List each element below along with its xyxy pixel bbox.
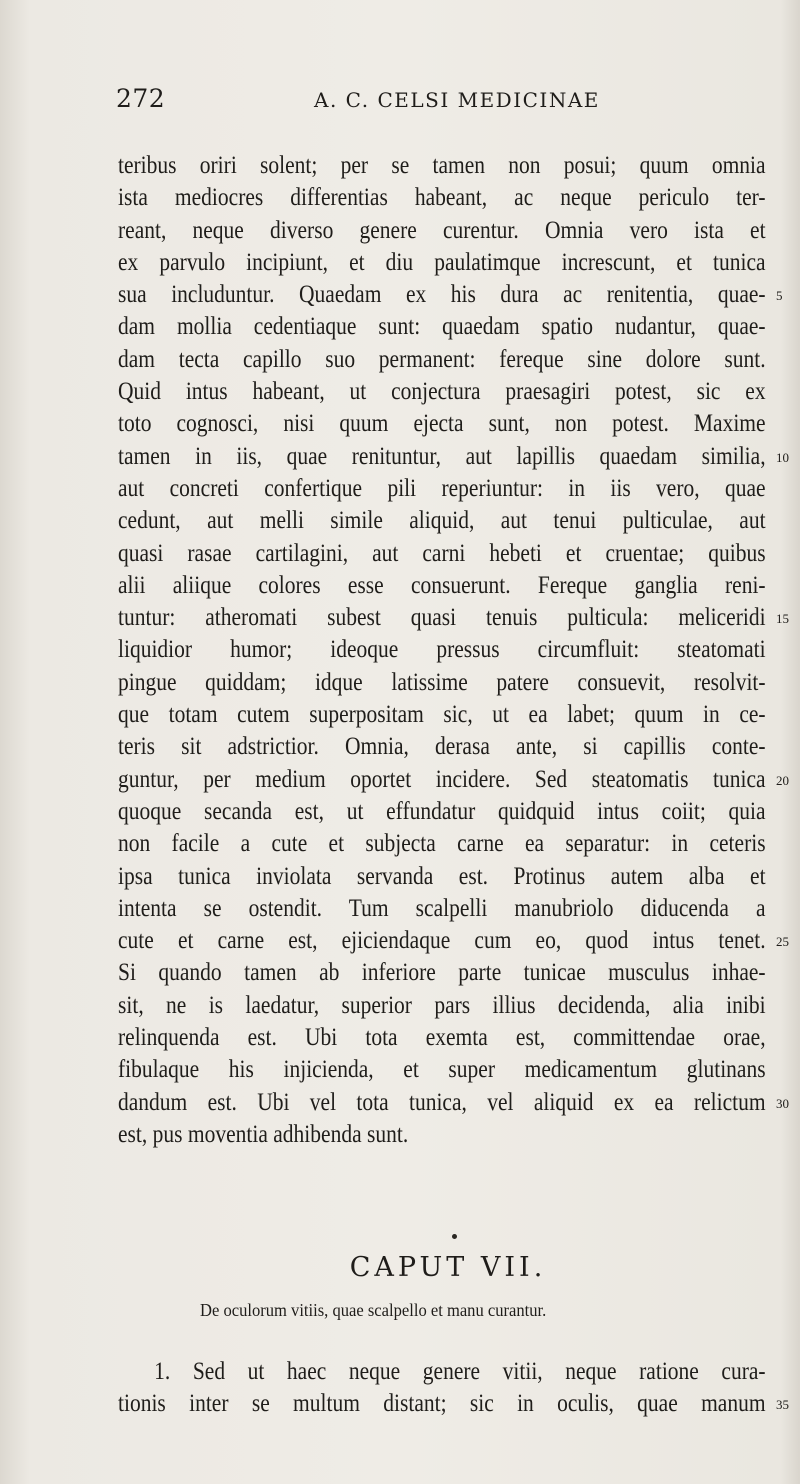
text-line: teribus oriri solent; per se tamen non posui; quum omnia — [118, 152, 766, 179]
chapter-paragraph — [118, 1356, 766, 1421]
text-line: cedunt, aut melli simile aliquid, aut tenui pulticulae, aut — [118, 507, 766, 535]
text-line: fibulaque his injicienda, et super medicamentum glutinans — [118, 1056, 766, 1084]
text-line: aut concreti confertique pili reperiuntur: in iis vero, quae — [118, 474, 766, 502]
text-line: quasi rasae cartilagini, aut carni hebeti et cruentae; quibus — [118, 539, 766, 567]
line-number: 25 — [776, 934, 789, 950]
text-line: sit, ne is laedatur, superior pars illius decidenda, alia inibi — [118, 991, 766, 1019]
text-line: ipsa tunica inviolata servanda est. Protinus autem alba et — [118, 862, 766, 890]
text-line: 1. Sed ut haec neque genere vitii, neque ratione cura- — [154, 1358, 766, 1385]
text-line: pingue quiddam; idque latissime patere consuevit, resolvit- — [118, 668, 766, 696]
text-line: dam tecta capillo suo permanent: fereque sine dolore sunt. — [118, 345, 766, 373]
text-line: relinquenda est. Ubi tota exemta est, committendae orae, — [118, 1024, 766, 1052]
running-head: A. C. CELSI MEDICINAE — [314, 88, 600, 112]
text-line: intenta se ostendit. Tum scalpelli manubriolo diducenda a — [118, 894, 766, 922]
text-line: alii aliique colores esse consuerunt. Fereque ganglia reni- — [118, 571, 766, 599]
text-line: cute et carne est, ejiciendaque cum eo, quod intus tenet. — [118, 927, 766, 955]
text-line: tionis inter se multum distant; sic in oculis, quae manum — [118, 1390, 766, 1418]
text-line: reant, neque diverso genere curentur. Omnia vero ista et — [118, 216, 766, 244]
text-line: quoque secanda est, ut effundatur quidquid intus coiit; quia — [118, 797, 766, 825]
text-line: est, pus moventia adhibenda sunt. — [118, 1120, 409, 1148]
main-paragraph — [118, 150, 766, 1151]
text-line: tuntur: atheromati subest quasi tenuis pulticula: meliceridi — [118, 604, 766, 632]
text-line: teris sit adstrictior. Omnia, derasa ante, si capillis conte- — [118, 733, 766, 761]
chapter-title: CAPUT VII. — [349, 1252, 547, 1283]
text-line: sua includuntur. Quaedam ex his dura ac renitentia, quae- — [118, 281, 766, 309]
text-line: liquidior humor; ideoque pressus circumfluit: steatomati — [118, 636, 766, 664]
ornament-dot — [452, 1234, 457, 1239]
text-line: dandum est. Ubi vel tota tunica, vel aliquid ex ea relictum — [118, 1088, 766, 1116]
text-line: ista mediocres differentias habeant, ac neque periculo ter- — [118, 184, 766, 212]
text-line: dam mollia cedentiaque sunt: quaedam spatio nudantur, quae- — [118, 313, 766, 341]
text-line: ex parvulo incipiunt, et diu paulatimque increscunt, et tunica — [118, 248, 766, 276]
text-line: tamen in iis, quae renituntur, aut lapillis quaedam similia, — [118, 442, 766, 470]
chapter-heading — [0, 1252, 800, 1283]
chapter-subtitle: De oculorum vitiis, quae scalpello et manu curantur. — [200, 1300, 547, 1320]
text-line: Si quando tamen ab inferiore parte tunicae musculus inhae- — [118, 959, 766, 987]
line-number: 35 — [776, 1397, 789, 1413]
text-line: Quid intus habeant, ut conjectura praesagiri potest, sic ex — [118, 378, 766, 406]
page-number: 272 — [116, 84, 166, 113]
text-line: toto cognosci, nisi quum ejecta sunt, non potest. Maxime — [118, 410, 766, 438]
page-header — [116, 84, 776, 118]
line-number: 10 — [776, 449, 789, 465]
line-number: 20 — [776, 772, 789, 788]
line-number: 15 — [776, 611, 789, 627]
text-line: guntur, per medium oportet incidere. Sed steatomatis tunica — [118, 765, 766, 793]
line-number: 30 — [776, 1095, 789, 1111]
text-line: non facile a cute et subjecta carne ea separatur: in ceteris — [118, 830, 766, 858]
text-line: que totam cutem superpositam sic, ut ea labet; quum in ce- — [118, 701, 766, 729]
line-number: 5 — [776, 288, 783, 304]
